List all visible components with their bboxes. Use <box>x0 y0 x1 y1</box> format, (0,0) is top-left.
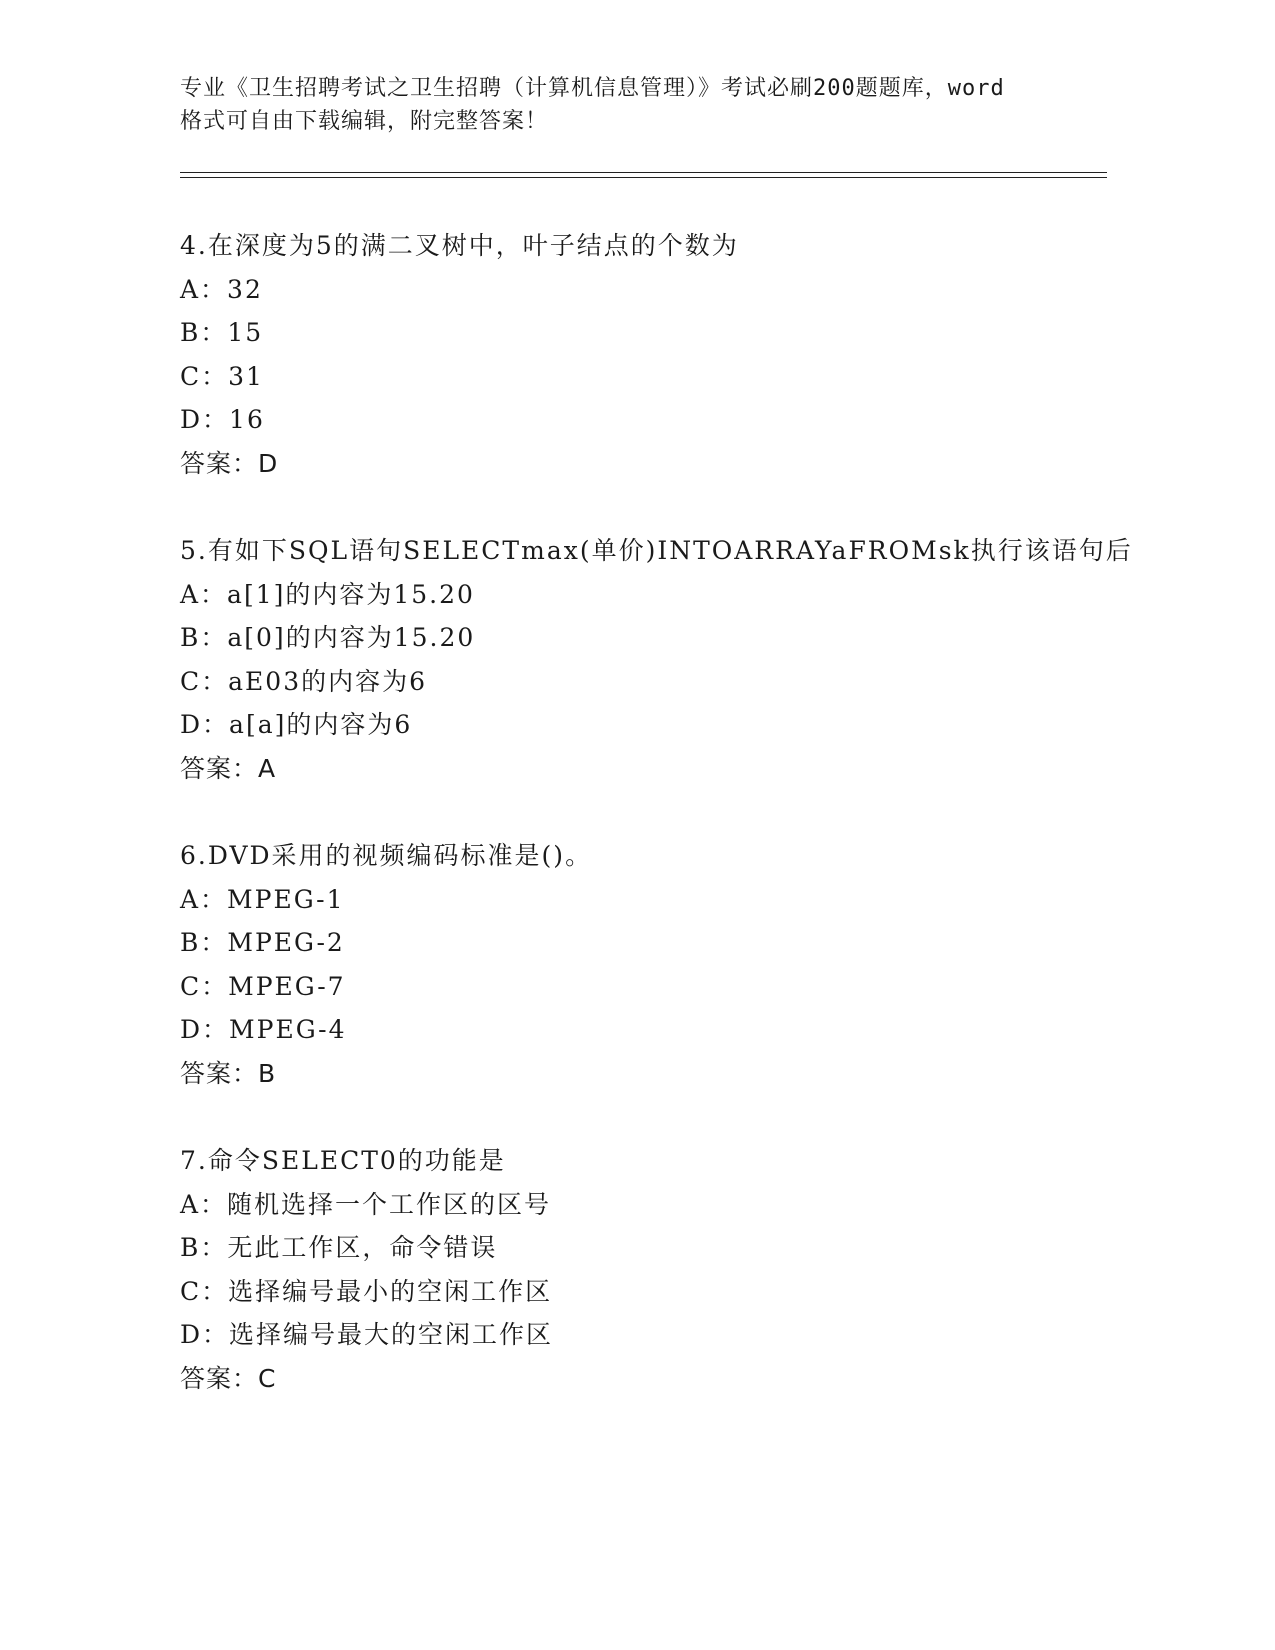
question-7 <box>180 1139 1140 1401</box>
option-a: A：随机选择一个工作区的区号 <box>180 1189 552 1219</box>
answer: 答案：D <box>180 448 279 478</box>
question-stem: 7.命令SELECT0的功能是 <box>180 1146 506 1175</box>
header-divider-bottom <box>180 177 1107 178</box>
question-4 <box>180 224 1140 486</box>
option-a: A：32 <box>180 274 263 304</box>
question-stem: 4.在深度为5的满二叉树中，叶子结点的个数为 <box>180 231 739 260</box>
option-b: B：MPEG-2 <box>180 928 345 958</box>
option-c: C：aE03的内容为6 <box>180 666 428 696</box>
option-a: A：a[1]的内容为15.20 <box>180 579 475 609</box>
question-6 <box>180 834 1140 1096</box>
option-a: A：MPEG-1 <box>180 884 345 914</box>
option-b: B：a[0]的内容为15.20 <box>180 623 476 653</box>
option-d: D：a[a]的内容为6 <box>180 710 413 740</box>
option-b: B：15 <box>180 318 264 348</box>
option-d: D：16 <box>180 405 265 435</box>
question-stem: 6.DVD采用的视频编码标准是()。 <box>180 841 593 870</box>
option-c: C：31 <box>180 361 264 391</box>
answer: 答案：A <box>180 753 277 783</box>
document-header <box>180 72 1060 138</box>
question-stem: 5.有如下SQL语句SELECTmax(单价)INTOARRAYaFROMsk执行该语句后 <box>180 536 1133 565</box>
answer: 答案：B <box>180 1058 277 1088</box>
header-divider-top <box>180 172 1107 173</box>
header-line-1: 专业《卫生招聘考试之卫生招聘（计算机信息管理）》考试必刷200题题库，word <box>180 76 1005 101</box>
option-c: C：MPEG-7 <box>180 971 346 1001</box>
option-d: D：MPEG-4 <box>180 1015 347 1045</box>
option-d: D：选择编号最大的空闲工作区 <box>180 1320 554 1350</box>
header-line-2: 格式可自由下载编辑，附完整答案！ <box>180 109 549 134</box>
answer: 答案：C <box>180 1363 277 1393</box>
option-c: C：选择编号最小的空闲工作区 <box>180 1276 553 1306</box>
question-5 <box>180 529 1140 791</box>
option-b: B：无此工作区，命令错误 <box>180 1233 498 1263</box>
